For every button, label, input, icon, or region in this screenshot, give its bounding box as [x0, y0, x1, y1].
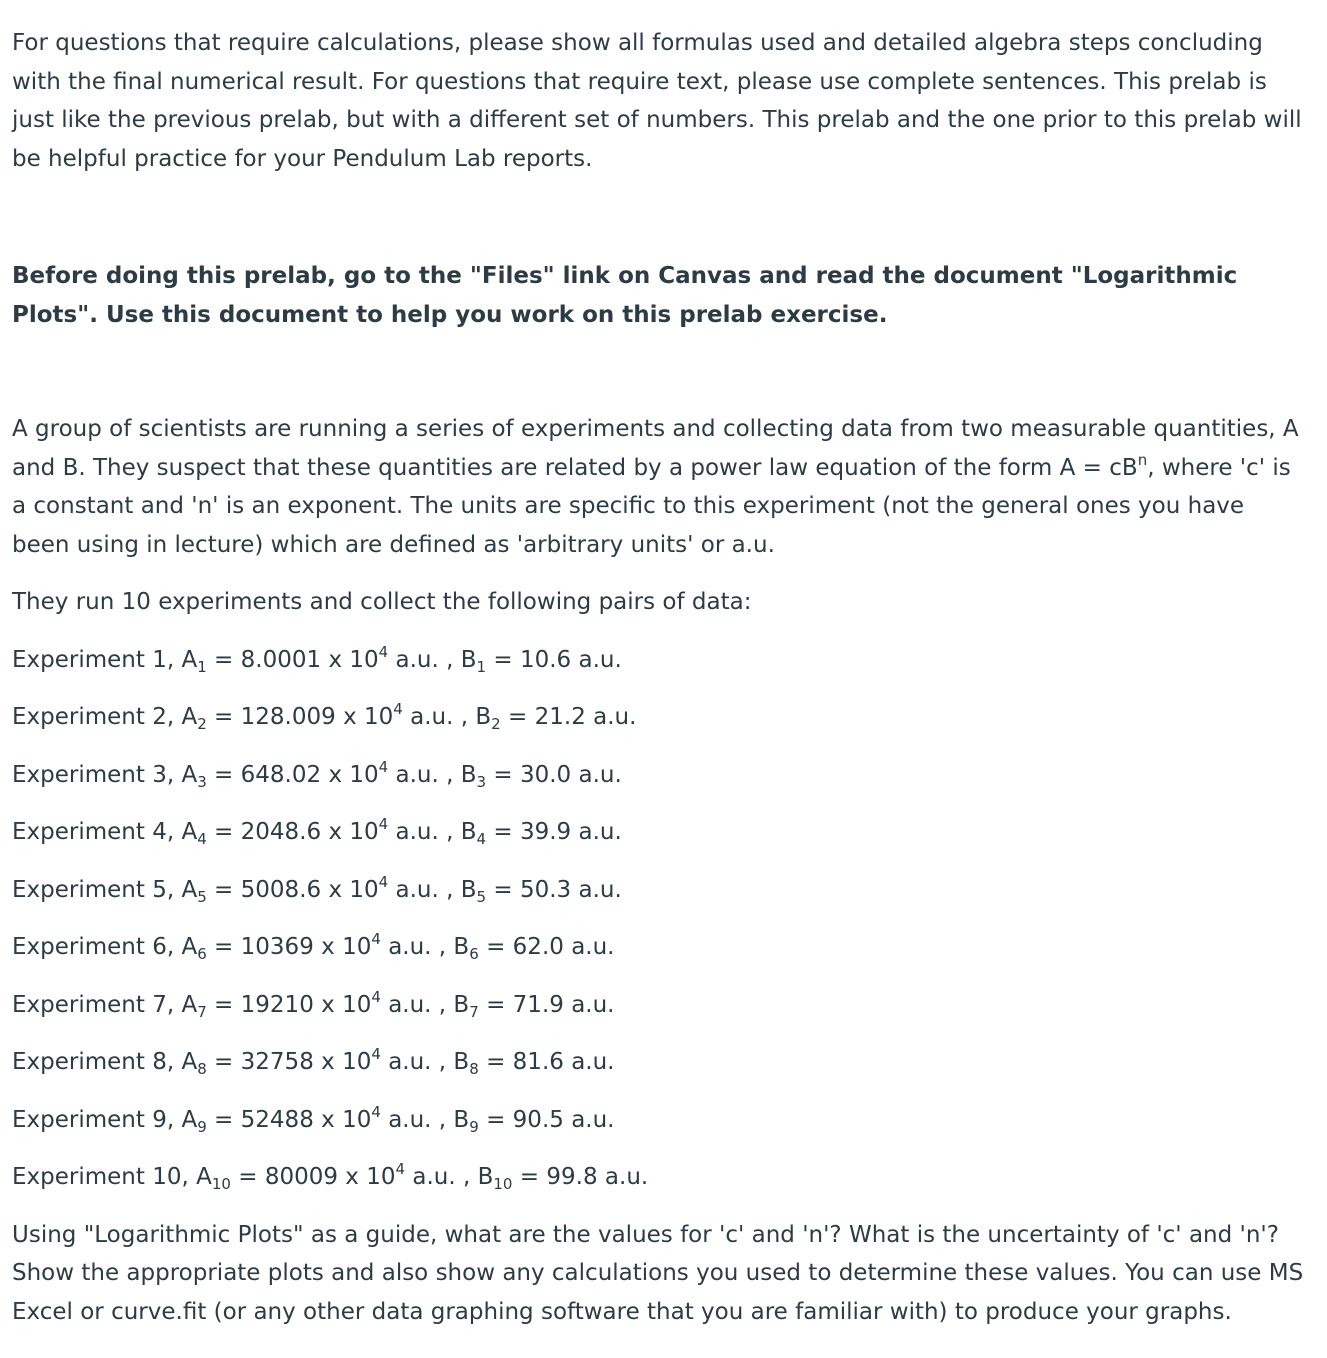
- power-exponent: 4: [378, 757, 389, 776]
- instruction-paragraph: Before doing this prelab, go to the "Files" link on Canvas and read the document "Logarithmic Plots". Use this document to help you work on this prelab exercise.: [12, 263, 1238, 328]
- a-unit: a.u.: [395, 761, 439, 788]
- a-unit: a.u.: [388, 991, 432, 1018]
- experiment-label: Experiment 9, A: [12, 1106, 198, 1133]
- intro-paragraph: For questions that require calculations, please show all formulas used and detailed algebra steps concluding with the final numerical result. For questions that require text, please use complete sentences. This prelab is just like the previous prelab, but with a different set of numbers. This prelab and the one prior to this prelab will be helpful practice for your Pendulum Lab reports.: [12, 30, 1302, 172]
- b-subscript: 3: [476, 772, 487, 791]
- experiment-label: Experiment 6, A: [12, 934, 198, 960]
- b-subscript: 9: [469, 1117, 479, 1136]
- b-unit: a.u.: [578, 876, 622, 903]
- a-value: 648.02: [240, 761, 322, 788]
- a-unit: a.u.: [388, 1106, 432, 1133]
- a-value: 80009: [264, 1164, 338, 1190]
- power-exponent: 4: [393, 700, 403, 718]
- a-value: 5008.6: [240, 876, 322, 903]
- b-value: 21.2: [534, 704, 586, 730]
- b-subscript: 5: [476, 887, 487, 906]
- b-unit: a.u.: [571, 934, 615, 960]
- scenario-paragraph: [12, 410, 1307, 564]
- scenario-text-end: , where 'c' is a constant and 'n' is an exponent. The units are specific to this experiment (not the general ones you have been using in lecture) which are defined as 'arbitrary units' or a.u.: [12, 454, 1291, 558]
- b-value: 62.0: [512, 934, 564, 960]
- b-value: 99.8: [546, 1164, 598, 1190]
- b-unit: a.u.: [571, 1049, 615, 1075]
- a-unit: a.u.: [388, 1049, 432, 1075]
- power-exponent: 4: [395, 1160, 406, 1178]
- b-unit: a.u.: [578, 646, 622, 673]
- experiment-row: Experiment 1, $A_1 = 8.0001$ x $10^4$ a.u. , $B_1 = 10.6$ a.u.: [12, 642, 622, 676]
- a-value: 52488: [240, 1106, 314, 1133]
- b-unit: a.u.: [571, 991, 615, 1018]
- experiment-label: Experiment 2, A: [12, 704, 198, 730]
- experiment-list: [12, 641, 1307, 1197]
- a-subscript: 6: [197, 945, 207, 963]
- b-value: 90.5: [512, 1106, 564, 1133]
- b-subscript: 10: [493, 1175, 513, 1193]
- experiment-row: Experiment 10, $A_{10} = 80009$ x $10^4$ a.u. , $B_{10} = 99.8$ a.u.: [12, 1160, 649, 1193]
- b-value: 81.6: [512, 1049, 564, 1075]
- power-base: 10: [349, 876, 379, 903]
- experiment-row: Experiment 4, $A_4 = 2048.6$ x $10^4$ a.u. , $B_4 = 39.9$ a.u.: [12, 815, 622, 848]
- a-subscript: 5: [197, 887, 207, 906]
- power-base: 10: [349, 646, 379, 673]
- a-unit: a.u.: [395, 646, 439, 673]
- a-subscript: 10: [211, 1175, 231, 1193]
- power-exponent: 4: [371, 987, 381, 1006]
- a-value: 10369: [240, 934, 314, 960]
- a-value: 8.0001: [240, 646, 322, 673]
- experiment-row: Experiment 6, $A_6 = 10369$ x $10^4$ a.u. , $B_6 = 62.0$ a.u.: [12, 930, 615, 963]
- power-exponent: 4: [378, 872, 389, 891]
- b-subscript: 6: [469, 945, 479, 963]
- a-subscript: 9: [197, 1117, 207, 1136]
- experiment-label: Experiment 1, A: [12, 646, 198, 673]
- experiment-row: Experiment 8, $A_8 = 32758$ x $10^4$ a.u. , $B_8 = 81.6$ a.u.: [12, 1045, 615, 1078]
- a-subscript: 7: [197, 1002, 207, 1021]
- a-subscript: 2: [197, 715, 207, 733]
- power-base: 10: [349, 819, 379, 845]
- a-unit: a.u.: [410, 704, 454, 730]
- b-unit: a.u.: [604, 1164, 649, 1190]
- experiment-label: Experiment 7, A: [12, 991, 198, 1018]
- b-subscript: 4: [476, 830, 487, 848]
- experiment-row: Experiment 9, $A_9 = 52488$ x $10^4$ a.u. , $B_9 = 90.5$ a.u.: [12, 1102, 615, 1136]
- a-unit: a.u.: [388, 934, 432, 960]
- power-base: 10: [342, 991, 372, 1018]
- power-base: 10: [366, 1164, 396, 1190]
- b-unit: a.u.: [578, 819, 622, 845]
- power-base: 10: [364, 704, 394, 730]
- a-value: 128.009: [240, 704, 336, 730]
- experiment-label: Experiment 5, A: [12, 876, 198, 903]
- b-unit: a.u.: [578, 761, 622, 788]
- experiment-row: Experiment 7, $A_7 = 19210$ x $10^4$ a.u. , $B_7 = 71.9$ a.u.: [12, 987, 615, 1021]
- question-paragraph: Using "Logarithmic Plots" as a guide, what are the values for 'c' and 'n'? What is the uncertainty of 'c' and 'n'? Show the appropriate plots and also show any calculations you used to determine these values. You can use MS Excel or curve.fit (or any other data graphing software that you are familiar with) to produce your graphs.: [12, 1221, 1304, 1325]
- b-value: 71.9: [512, 991, 564, 1018]
- exponent-n: n: [1137, 450, 1148, 469]
- power-base: 10: [349, 761, 379, 788]
- a-subscript: 3: [197, 772, 207, 791]
- experiment-row: Experiment 2, $A_2 = 128.009$ x $10^4$ a.u. , $B_2 = 21.2$ a.u.: [12, 700, 637, 733]
- experiments-intro: They run 10 experiments and collect the following pairs of data:: [12, 589, 752, 615]
- power-exponent: 4: [371, 1045, 381, 1063]
- b-value: 50.3: [519, 876, 572, 903]
- a-unit: a.u.: [395, 819, 439, 845]
- b-value: 10.6: [519, 646, 572, 673]
- b-subscript: 7: [469, 1002, 479, 1021]
- a-unit: a.u.: [412, 1164, 456, 1190]
- a-value: 19210: [240, 991, 314, 1018]
- power-base: 10: [342, 1106, 372, 1133]
- experiment-label: Experiment 8, A: [12, 1049, 198, 1075]
- power-exponent: 4: [378, 642, 389, 661]
- experiment-row: Experiment 5, $A_5 = 5008.6$ x $10^4$ a.u. , $B_5 = 50.3$ a.u.: [12, 872, 622, 906]
- power-base: 10: [342, 1049, 372, 1075]
- experiment-row: Experiment 3, $A_3 = 648.02$ x $10^4$ a.u. , $B_3 = 30.0$ a.u.: [12, 757, 622, 791]
- experiment-label: Experiment 4, A: [12, 819, 198, 845]
- b-subscript: 8: [469, 1060, 479, 1078]
- a-unit: a.u.: [395, 876, 439, 903]
- b-subscript: 2: [491, 715, 501, 733]
- a-subscript: 8: [197, 1060, 207, 1078]
- power-exponent: 4: [371, 1102, 381, 1121]
- power-exponent: 4: [371, 930, 381, 948]
- a-subscript: 1: [197, 657, 207, 676]
- experiment-label: Experiment 10, A: [12, 1164, 212, 1190]
- b-unit: a.u.: [571, 1106, 615, 1133]
- a-value: 2048.6: [240, 819, 322, 845]
- b-unit: a.u.: [593, 704, 637, 730]
- a-subscript: 4: [197, 830, 207, 848]
- a-value: 32758: [240, 1049, 314, 1075]
- b-subscript: 1: [476, 657, 487, 676]
- experiment-label: Experiment 3, A: [12, 761, 198, 788]
- b-value: 39.9: [519, 819, 572, 845]
- power-exponent: 4: [378, 815, 389, 833]
- power-base: 10: [342, 934, 372, 960]
- b-value: 30.0: [519, 761, 572, 788]
- scenario-text-start: A group of scientists are running a series of experiments and collecting data from two measurable quantities, A and B. They suspect that these quantities are related by a power law equation of the form A = cB: [12, 416, 1299, 481]
